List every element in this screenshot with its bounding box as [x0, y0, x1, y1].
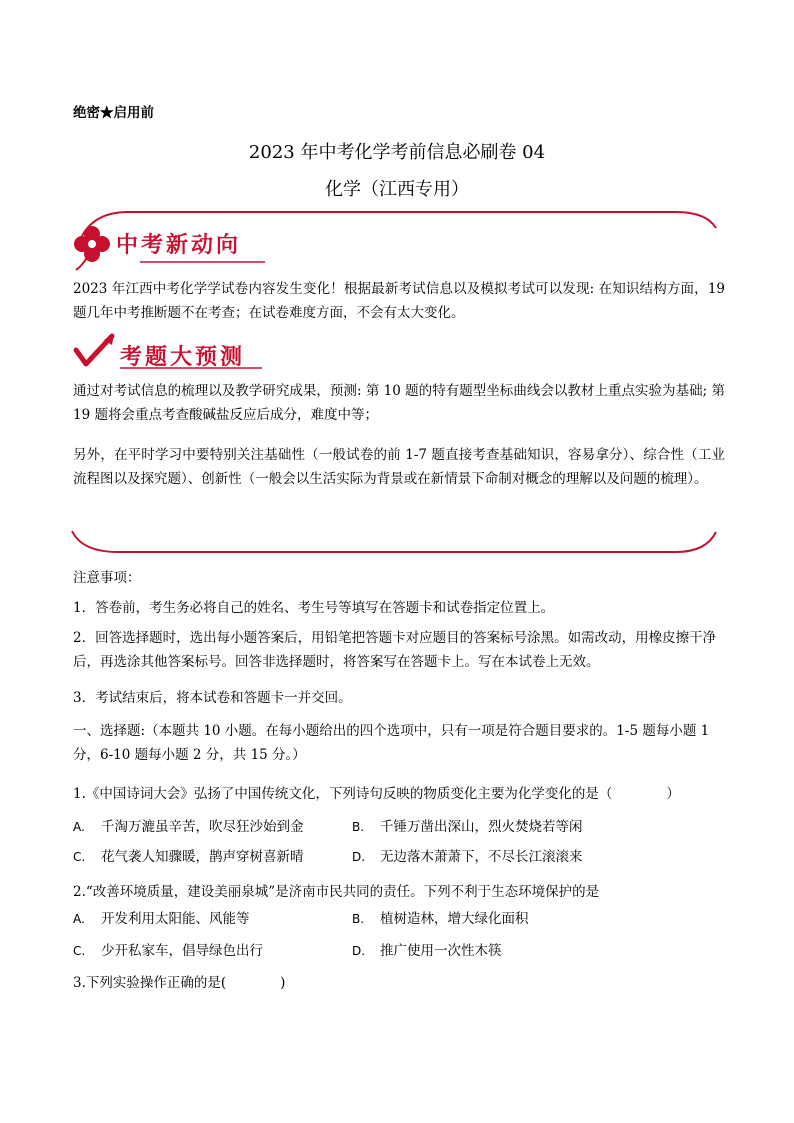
note-item: 1．答卷前，考生务必将自己的姓名、考生号等填写在答题卡和试卷指定位置上。 — [73, 600, 555, 616]
option-text: 开发利用太阳能、风能等 — [101, 911, 250, 927]
notes-title: 注意事项： — [73, 570, 141, 586]
question-1-option-b[interactable] — [352, 816, 583, 838]
option-label: C. — [73, 944, 86, 958]
question-2-option-a[interactable] — [73, 908, 250, 930]
page-subtitle: 化学（江西专用） — [325, 179, 469, 200]
question-1-stem: 1.《中国诗词大会》弘扬了中国传统文化，下列诗句反映的物质变化主要为化学变化的是（ ） — [73, 786, 680, 802]
option-text: 推广使用一次性木筷 — [380, 943, 502, 959]
clover-icon — [74, 226, 110, 270]
question-2-stem: 2.“改善环境质量，建设美丽泉城”是济南市民共同的责任。下列不利于生态环境保护的是 — [73, 884, 600, 900]
option-label: C. — [73, 850, 86, 864]
question-3-stem: 3.下列实验操作正确的是( ) — [73, 975, 286, 991]
question-2-option-b[interactable] — [352, 908, 529, 930]
option-label: A. — [73, 820, 85, 834]
trend-heading: 中考新动向 — [116, 233, 242, 258]
trend-paragraph: 2023 年江西中考化学学试卷内容发生变化！根据最新考试信息以及模拟考试可以发现: 在知识结构方面，19 题几年中考推断题不在考查；在试卷难度方面，不会有太大变化。 — [73, 281, 725, 321]
option-label: B. — [352, 912, 365, 926]
question-2-option-d[interactable] — [352, 940, 502, 962]
bottom-frame-curve — [72, 531, 716, 552]
option-text: 少开私家车，倡导绿色出行 — [101, 943, 263, 959]
note-item: 2．回答选择题时，选出每小题答案后，用铅笔把答题卡对应题目的答案标号涂黑。如需改动，用橡皮擦干净后，再选涂其他答案标号。回答非选择题时，将答案写在答题卡上。写在本试卷上无效。 — [73, 630, 717, 670]
option-text: 千锤万凿出深山，烈火焚烧若等闲 — [380, 819, 583, 835]
question-1-option-d[interactable] — [352, 846, 583, 868]
option-text: 植树造林，增大绿化面积 — [380, 911, 529, 927]
section-one-intro: 一、选择题:（本题共 10 小题。在每小题给出的四个选项中，只有一项是符合题目要求的。1-5 题每小题 1 分，6-10 题每小题 2 分，共 15 分。） — [73, 723, 710, 763]
question-1-option-c[interactable] — [73, 846, 304, 868]
option-label: D. — [352, 944, 366, 958]
option-text: 无边落木萧萧下，不尽长江滚滚来 — [380, 849, 583, 865]
forecast-paragraph-1: 通过对考试信息的梳理以及教学研究成果，预测: 第 10 题的特有题型坐标曲线会以教材上重点实验为基础; 第 19 题将会重点考查酸碱盐反应后成分，难度中等； — [73, 383, 725, 423]
option-label: D. — [352, 850, 366, 864]
page-title: 2023 年中考化学考前信息必刷卷 04 — [248, 142, 546, 163]
note-item: 3．考试结束后，将本试卷和答题卡一并交回。 — [73, 690, 352, 706]
question-1-option-a[interactable] — [73, 816, 304, 838]
option-label: A. — [73, 912, 85, 926]
question-2-option-c[interactable] — [73, 940, 263, 962]
option-text: 千淘万漉虽辛苦，吹尽狂沙始到金 — [101, 819, 304, 835]
check-mark-icon — [76, 334, 114, 364]
option-text: 花气袭人知骤暖，鹊声穿树喜新晴 — [101, 849, 304, 865]
forecast-paragraph-2: 另外，在平时学习中要特别关注基础性（一般试卷的前 1-7 题直接考查基础知识，容易拿分）、综合性（工业流程图以及探究题）、创新性（一般会以生活实际为背景或在新情景下命制对概念的理解以及问题的梳理）。 — [73, 447, 725, 487]
forecast-heading: 考题大预测 — [120, 345, 246, 370]
option-label: B. — [352, 820, 365, 834]
confidential-mark: 绝密★启用前 — [73, 105, 154, 121]
